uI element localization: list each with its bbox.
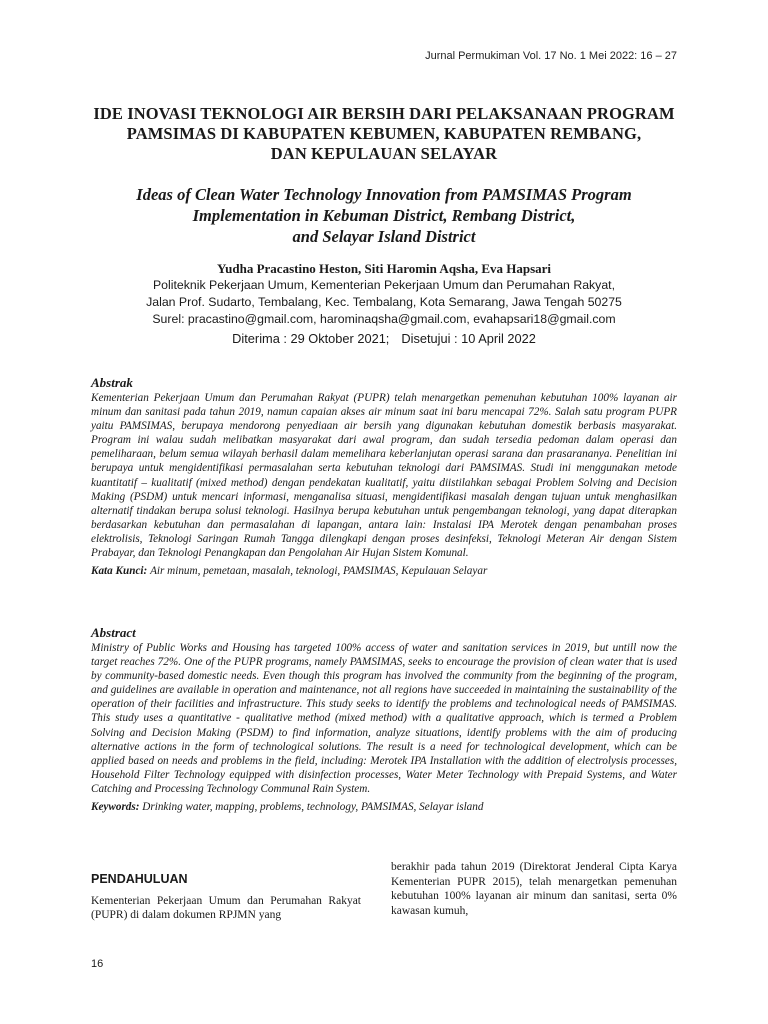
page-number: 16 [91,958,104,970]
affiliation-line: Politeknik Pekerjaan Umum, Kementerian Pekerjaan Umum dan Perumahan Rakyat, [152,278,616,292]
abstract-text: Ministry of Public Works and Housing has targeted 100% access of water and sanitation services in 2019, but untill now the target reaches 72%. One of the PUPR programs, namely PAMSIMAS, seeks to encourage the provision of clean water that is used by community-based domestic needs. Even though this program has involved the community from the beginning of the program, and guidelines are available in operation and maintenance, not all regions have succeeded in maintaining the sustainability of the operation of their facilities and infrastructure. This study seeks to identify the problems and technological needs of PAMSIMAS. This study uses a quantitative - qualitative method (mixed method) with a qualitative approach, which is termed a Problem Solving and Decision Making (PSDM) to find information, analyze situations, identify problems with the aim of producing alternative actions in the form of technological solutions. The result is a need for technological development, which can be applied based on needs and problems in the field, including: Merotek IPA Installation with the addition of electrolysis processes, Household Filter Technology equipped with disinfection processes, Water Meter Technology with Prepaid Systems, and Water Catching and Processing Technology Communal Rain System. [91,642,677,795]
title-id-line: IDE INOVASI TEKNOLOGI AIR BERSIH DARI PELAKSANAAN PROGRAM [93,104,675,123]
keywords-label: Keywords: [91,801,140,814]
keywords [91,799,677,815]
abstrak-section [91,375,677,579]
author-block [60,260,708,347]
submission-dates [60,330,708,347]
title-en-line: Ideas of Clean Water Technology Innovation from PAMSIMAS Program [136,185,632,204]
affiliation-address: Jalan Prof. Sudarto, Tembalang, Kec. Tembalang, Kota Semarang, Jawa Tengah 50275 [146,295,622,309]
section-heading-pendahuluan: PENDAHULUAN [91,872,188,886]
accepted-date: Disetujui : 10 April 2022 [401,331,536,346]
kata-kunci [91,563,677,579]
abstract-section [91,625,677,815]
journal-header: Jurnal Permukiman Vol. 17 No. 1 Mei 2022: 16 – 27 [425,50,677,62]
received-date: Diterima : 29 Oktober 2021; [232,331,390,346]
body-paragraph: Kementerian Pekerjaan Umum dan Perumahan Rakyat (PUPR) di dalam dokumen RPJMN yang [91,894,361,922]
title-indonesian [60,104,708,164]
title-id-line: PAMSIMAS DI KABUPATEN KEBUMEN, KABUPATEN REMBANG, [126,124,642,143]
keywords-text: Drinking water, mapping, problems, technology, PAMSIMAS, Selayar island [142,801,484,814]
body-paragraph: berakhir pada tahun 2019 (Direktorat Jenderal Cipta Karya Kementerian PUPR 2015), telah menargetkan pemenuhan kebutuhan 100% layanan air minum dan sanitasi, serta 0% kawasan kumuh, [391,861,677,917]
kata-kunci-label: Kata Kunci: [91,565,148,578]
author-names: Yudha Pracastino Heston, Siti Haromin Aqsha, Eva Hapsari [216,261,552,276]
title-block [60,104,708,247]
body-column-right [391,860,677,918]
title-id-line: DAN KEPULAUAN SELAYAR [270,144,498,163]
abstrak-text: Kementerian Pekerjaan Umum dan Perumahan Rakyat (PUPR) telah menargetkan pemenuhan kebutuhan 100% layanan air minum dan sanitasi pada tahun 2019, namun capaian akses air minum saat ini baru mencapai 72%. Salah satu program PUPR yaitu PAMSIMAS, berupaya mendorong penyediaan air bersih yang digunakan kebutuhan domestik berbasis masyarakat. Program ini walau sudah melibatkan masyarakat dari awal program, dan sudah tersedia pedoman dalam operasi dan pemeliharaan, belum semua wilayah berhasil dalam memelihara keberlanjutan operasi sarana dan prasarananya. Penelitian ini berupaya untuk mengidentifikasi permasalahan serta kebutuhan teknologi dari PAMSIMAS. Studi ini menggunakan metode kuantitatif – kualitatif (mixed method) dengan pendekatan kualitatif, yaitu diistilahkan sebagai Problem Solving and Decision Making (PSDM) untuk mencari informasi, menganalisa situasi, mengidentifikasi masalah dengan tujuan untuk menghasilkan alternatif tindakan berupa solusi teknologi. Hasilnya berupa kebutuhan untuk pengembangan teknologi, yang dapat diterapkan berdasarkan kebutuhan dan permasalahan di lapangan, antara lain: Instalasi IPA Merotek dengan penambahan proses elektrolisis, Teknologi Saringan Rumah Tangga dilengkapi dengan proses desinfeksi, Teknologi Meteran Air dengan Sistem Prabayar, dan Teknologi Penangkapan dan Pengolahan Air Hujan Sistem Komunal. [91,392,677,560]
title-en-line: and Selayar Island District [292,227,476,246]
author-emails: Surel: pracastino@gmail.com, harominaqsha@gmail.com, evahapsari18@gmail.com [152,312,616,326]
body-column-left [91,860,361,923]
kata-kunci-text: Air minum, pemetaan, masalah, teknologi, PAMSIMAS, Kepulauan Selayar [150,565,488,578]
abstract-heading: Abstract [91,625,136,640]
abstrak-heading: Abstrak [91,375,133,390]
title-english [60,184,708,247]
title-en-line: Implementation in Kebuman District, Rembang District, [192,206,576,225]
